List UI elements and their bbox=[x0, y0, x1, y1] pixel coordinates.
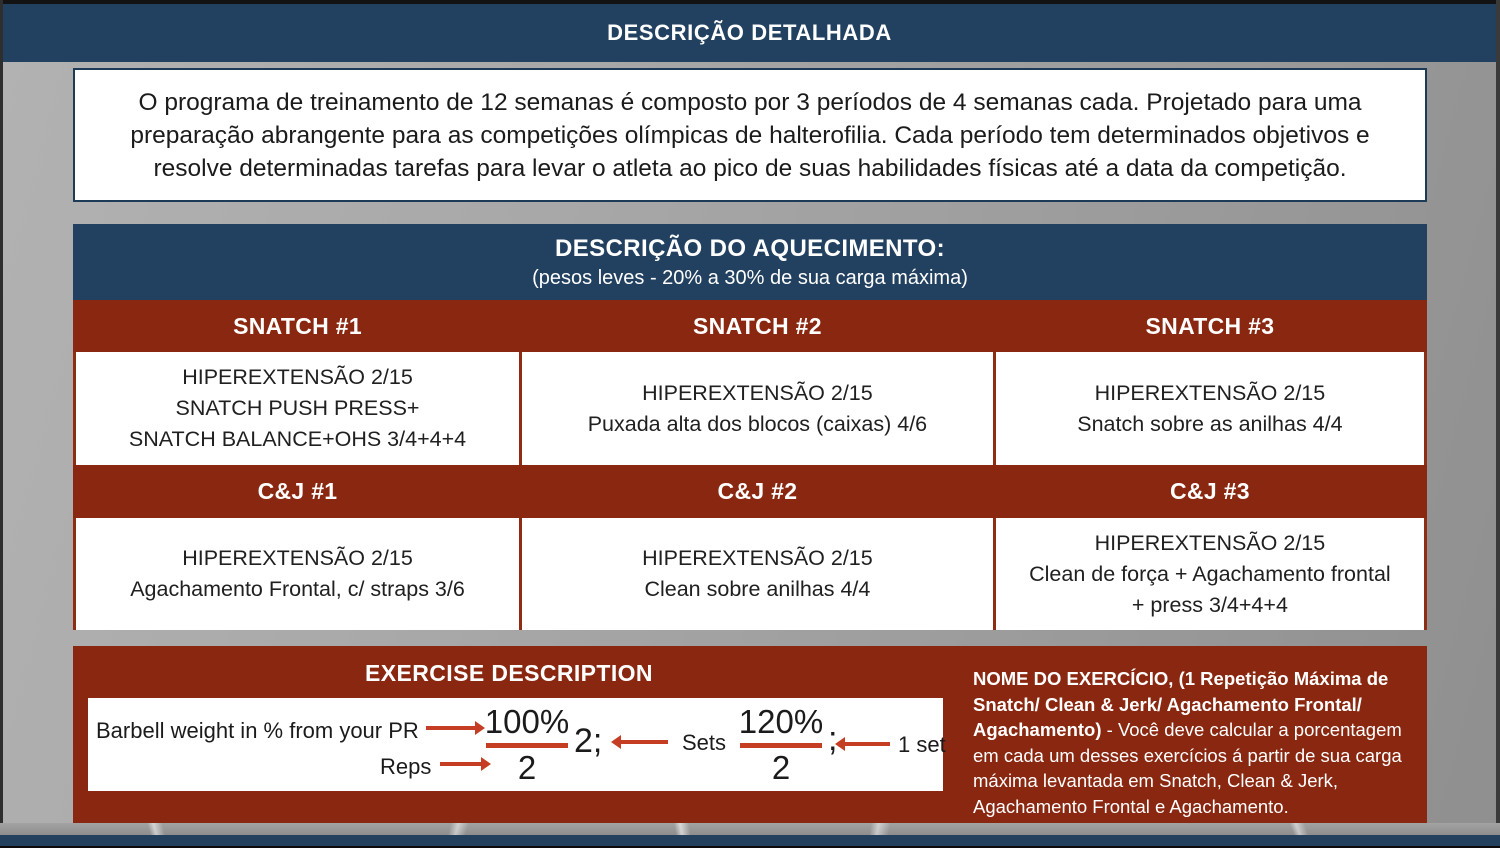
warmup-subtitle: (pesos leves - 20% a 30% de sua carga máxima) bbox=[532, 266, 968, 289]
cj-cells-row bbox=[73, 518, 1427, 630]
footer-bar bbox=[0, 835, 1500, 846]
fraction-1 bbox=[486, 704, 568, 786]
fraction-2-denominator: 2 bbox=[771, 749, 791, 786]
semicolon-value: ; bbox=[828, 720, 838, 758]
exercise-line: HIPEREXTENSÃO 2/15 bbox=[642, 380, 873, 405]
exercise-line: HIPEREXTENSÃO 2/15 bbox=[642, 546, 873, 570]
notation-diagram bbox=[88, 698, 946, 791]
one-set-label: 1 set bbox=[898, 732, 946, 757]
cj-1-header: C&J #1 bbox=[257, 478, 338, 504]
arrow-right-icon bbox=[426, 726, 476, 730]
page-edge-right bbox=[1496, 0, 1500, 848]
snatch-3-header: SNATCH #3 bbox=[1145, 312, 1275, 339]
page-edge-left bbox=[0, 0, 3, 848]
snatch-2-header: SNATCH #2 bbox=[693, 312, 822, 339]
barbell-weight-label: Barbell weight in % from your PR bbox=[96, 718, 419, 743]
sets-value: 2; bbox=[574, 722, 603, 760]
exercise-line: Agachamento Frontal, c/ straps 3/6 bbox=[130, 577, 465, 601]
page-title: DESCRIÇÃO DETALHADA bbox=[607, 20, 892, 45]
fraction-2-numerator: 120% bbox=[738, 703, 824, 740]
cj-2-cell bbox=[522, 518, 993, 630]
exercise-line: Snatch sobre as anilhas 4/4 bbox=[1077, 411, 1343, 436]
cj-3-cell bbox=[996, 518, 1424, 630]
warmup-title: DESCRIÇÃO DO AQUECIMENTO: bbox=[554, 234, 945, 262]
sets-label: Sets bbox=[682, 730, 727, 755]
exercise-line: Puxada alta dos blocos (caixas) 4/6 bbox=[587, 411, 928, 436]
snatch-2-cell bbox=[522, 352, 993, 465]
fraction-1-denominator: 2 bbox=[517, 749, 537, 786]
arrow-left-icon bbox=[844, 742, 890, 746]
snatch-3-cell bbox=[996, 352, 1424, 465]
cj-3-header: C&J #3 bbox=[1170, 478, 1250, 504]
exercise-note-bold: NOME DO EXERCÍCIO, (1 Repetição Máxima de Snatch/ Clean & Jerk/ Agachamento Frontal/ Agachamento) bbox=[973, 668, 1389, 740]
snatch-1-header: SNATCH #1 bbox=[233, 312, 362, 339]
header-bar bbox=[3, 4, 1496, 62]
cj-header-row bbox=[73, 465, 1427, 518]
fraction-2 bbox=[740, 704, 822, 786]
exercise-line: Clean sobre anilhas 4/4 bbox=[644, 577, 871, 601]
exercise-line: + press 3/4+4+4 bbox=[1131, 592, 1288, 617]
intro-paragraph: O programa de treinamento de 12 semanas é composto por 3 períodos de 4 semanas cada. Projetado para uma preparação abrangente para as competições olímpicas de halterofilia. Cada período tem determinados objetivos e resolve determinadas tarefas para levar o atleta ao pico de suas habilidades físicas até a data da competição. bbox=[130, 88, 1370, 182]
cj-2-header: C&J #2 bbox=[717, 478, 798, 504]
intro-box bbox=[73, 68, 1427, 202]
warmup-section bbox=[73, 224, 1427, 630]
exercise-description-title: EXERCISE DESCRIPTION bbox=[365, 660, 653, 686]
exercise-line: HIPEREXTENSÃO 2/15 bbox=[1094, 530, 1326, 555]
exercise-line: Clean de força + Agachamento frontal bbox=[1029, 561, 1391, 586]
fraction-bar-icon bbox=[486, 743, 568, 748]
fraction-bar-icon bbox=[740, 743, 822, 748]
snatch-cells-row bbox=[73, 352, 1427, 465]
arrow-right-icon bbox=[440, 762, 482, 766]
exercise-line: SNATCH PUSH PRESS+ bbox=[175, 396, 420, 420]
exercise-note bbox=[973, 666, 1413, 819]
warmup-header bbox=[73, 224, 1427, 300]
snatch-1-cell bbox=[76, 352, 519, 465]
exercise-line: HIPEREXTENSÃO 2/15 bbox=[1094, 380, 1326, 405]
fraction-1-numerator: 100% bbox=[484, 703, 570, 740]
snatch-header-row bbox=[73, 300, 1427, 352]
exercise-note-regular: - Você deve calcular a porcentagem em cada um desses exercícios á partir de sua carga máxima levantada em Snatch, Clean & Jerk, Agachamento Frontal e Agachamento. bbox=[973, 719, 1402, 817]
exercise-description-section bbox=[73, 646, 1427, 824]
photo-texture-strip bbox=[0, 823, 1500, 835]
reps-label: Reps bbox=[380, 754, 432, 779]
arrow-left-icon bbox=[620, 740, 668, 744]
exercise-line: HIPEREXTENSÃO 2/15 bbox=[182, 546, 413, 570]
cj-1-cell bbox=[76, 518, 519, 630]
exercise-line: HIPEREXTENSÃO 2/15 bbox=[182, 365, 413, 389]
exercise-line: SNATCH BALANCE+OHS 3/4+4+4 bbox=[128, 427, 467, 451]
